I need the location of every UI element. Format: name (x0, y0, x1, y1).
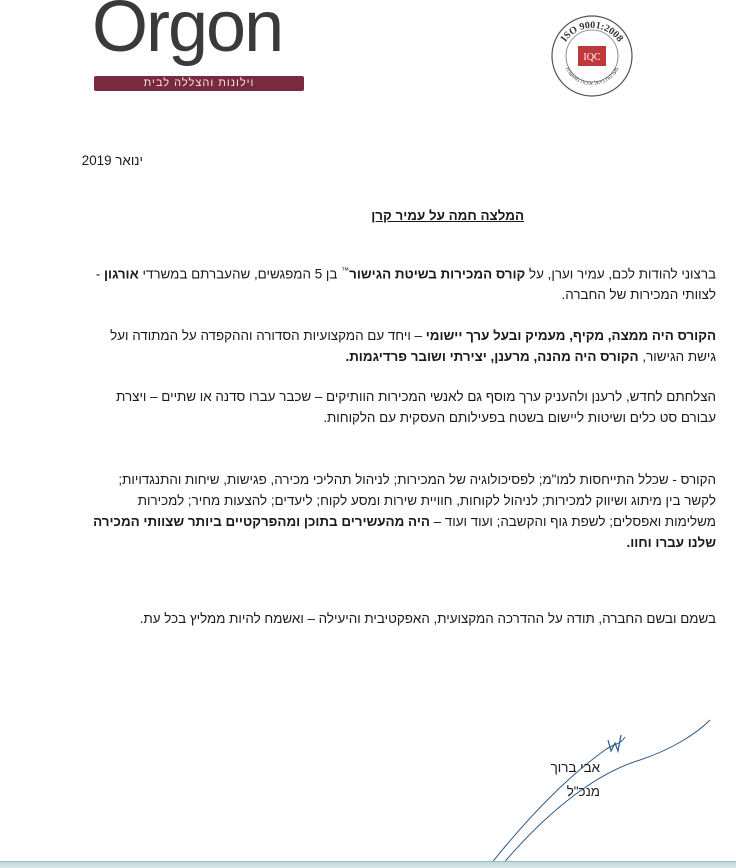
paragraph-course-quality (86, 325, 716, 367)
p2-bold-a: הקורס היה ממצה, מקיף, מעמיק ובעל ערך יישומי (425, 328, 716, 343)
p1-course-name: קורס המכירות בשיטת הגישור (349, 266, 526, 282)
svg-text:מערכות ניהול איכות מאושרת (563, 66, 620, 87)
orgon-logo (88, 0, 310, 91)
letter-title: המלצה חמה על עמיר קרן (371, 208, 524, 223)
p1-text-a: ברצוני להודות לכם, עמיר וערן, על (525, 266, 716, 282)
p2-text-b: – ויחד עם המקצועיות הסדורה וההקפדה על המתודה ועל גישת הגישור, (110, 328, 716, 364)
p2-bold-c: הקורס היה מהנה, מרענן, יצירתי ושובר פרדיגמות. (345, 349, 639, 364)
p1-trademark: ™ (341, 266, 350, 275)
seal-iqc-text: IQC (583, 52, 601, 63)
seal-ring-text: מערכות ניהול איכות מאושרת (563, 66, 621, 88)
p1-text-e: - לצוותי המכירות של החברה. (95, 266, 716, 303)
seal-iso-text: ISO 9001:2008 (558, 19, 626, 45)
signer-name: אבי ברוך (550, 760, 600, 775)
p4-text-a: הקורס - שכלל התייחסות למו"מ; לפסיכולוגיה של המכירות; לניהול תהליכי מכירה, פגישות, שיחות והתנגדויות; לקשר בין מיתוג ושיווק למכירות; לניהול לקוחות, חוויית שירות ומסע לקוח; ליעדים; להצעות מחיר; למכירות משלימות ואפסלים; לשפת גוף והקשבה; ועוד ועוד – (118, 472, 716, 529)
p1-text-c: בן 5 המפגשים, שהעברתם במשרדי (138, 266, 342, 282)
letter-date: ינואר 2019 (81, 153, 143, 168)
paragraph-topics (86, 469, 716, 553)
paragraph-intro (86, 260, 716, 305)
logo-wordmark: Orgon (92, 0, 283, 67)
p4-bold-b: היה מהעשירים בתוכן ומהפרקטיים ביותר שצוותי המכירה שלנו עברו וחוו. (93, 514, 716, 550)
iso-seal-icon (550, 14, 634, 98)
paragraph-renewal: הצלחתם לחדש, לרענן ולהעניק ערך מוסף גם לאנשי המכירות הוותיקים – שכבר עברו סדנה או שתיים – ויצרת עבורם סט כלים ושיטות ליישום בשטח בפעילותם העסקית עם הלקוחות. (116, 389, 716, 425)
logo-tagline: וילונות והצללה לבית (94, 76, 304, 91)
p1-company-name: אורגון (104, 266, 139, 282)
paragraph-closing: בשמם ובשם החברה, תודה על ההדרכה המקצועית, האפקטיבית והיעילה – ואשמח להיות ממליץ בכל עת. (139, 611, 716, 626)
signer-title: מנכ"ל (566, 784, 600, 799)
